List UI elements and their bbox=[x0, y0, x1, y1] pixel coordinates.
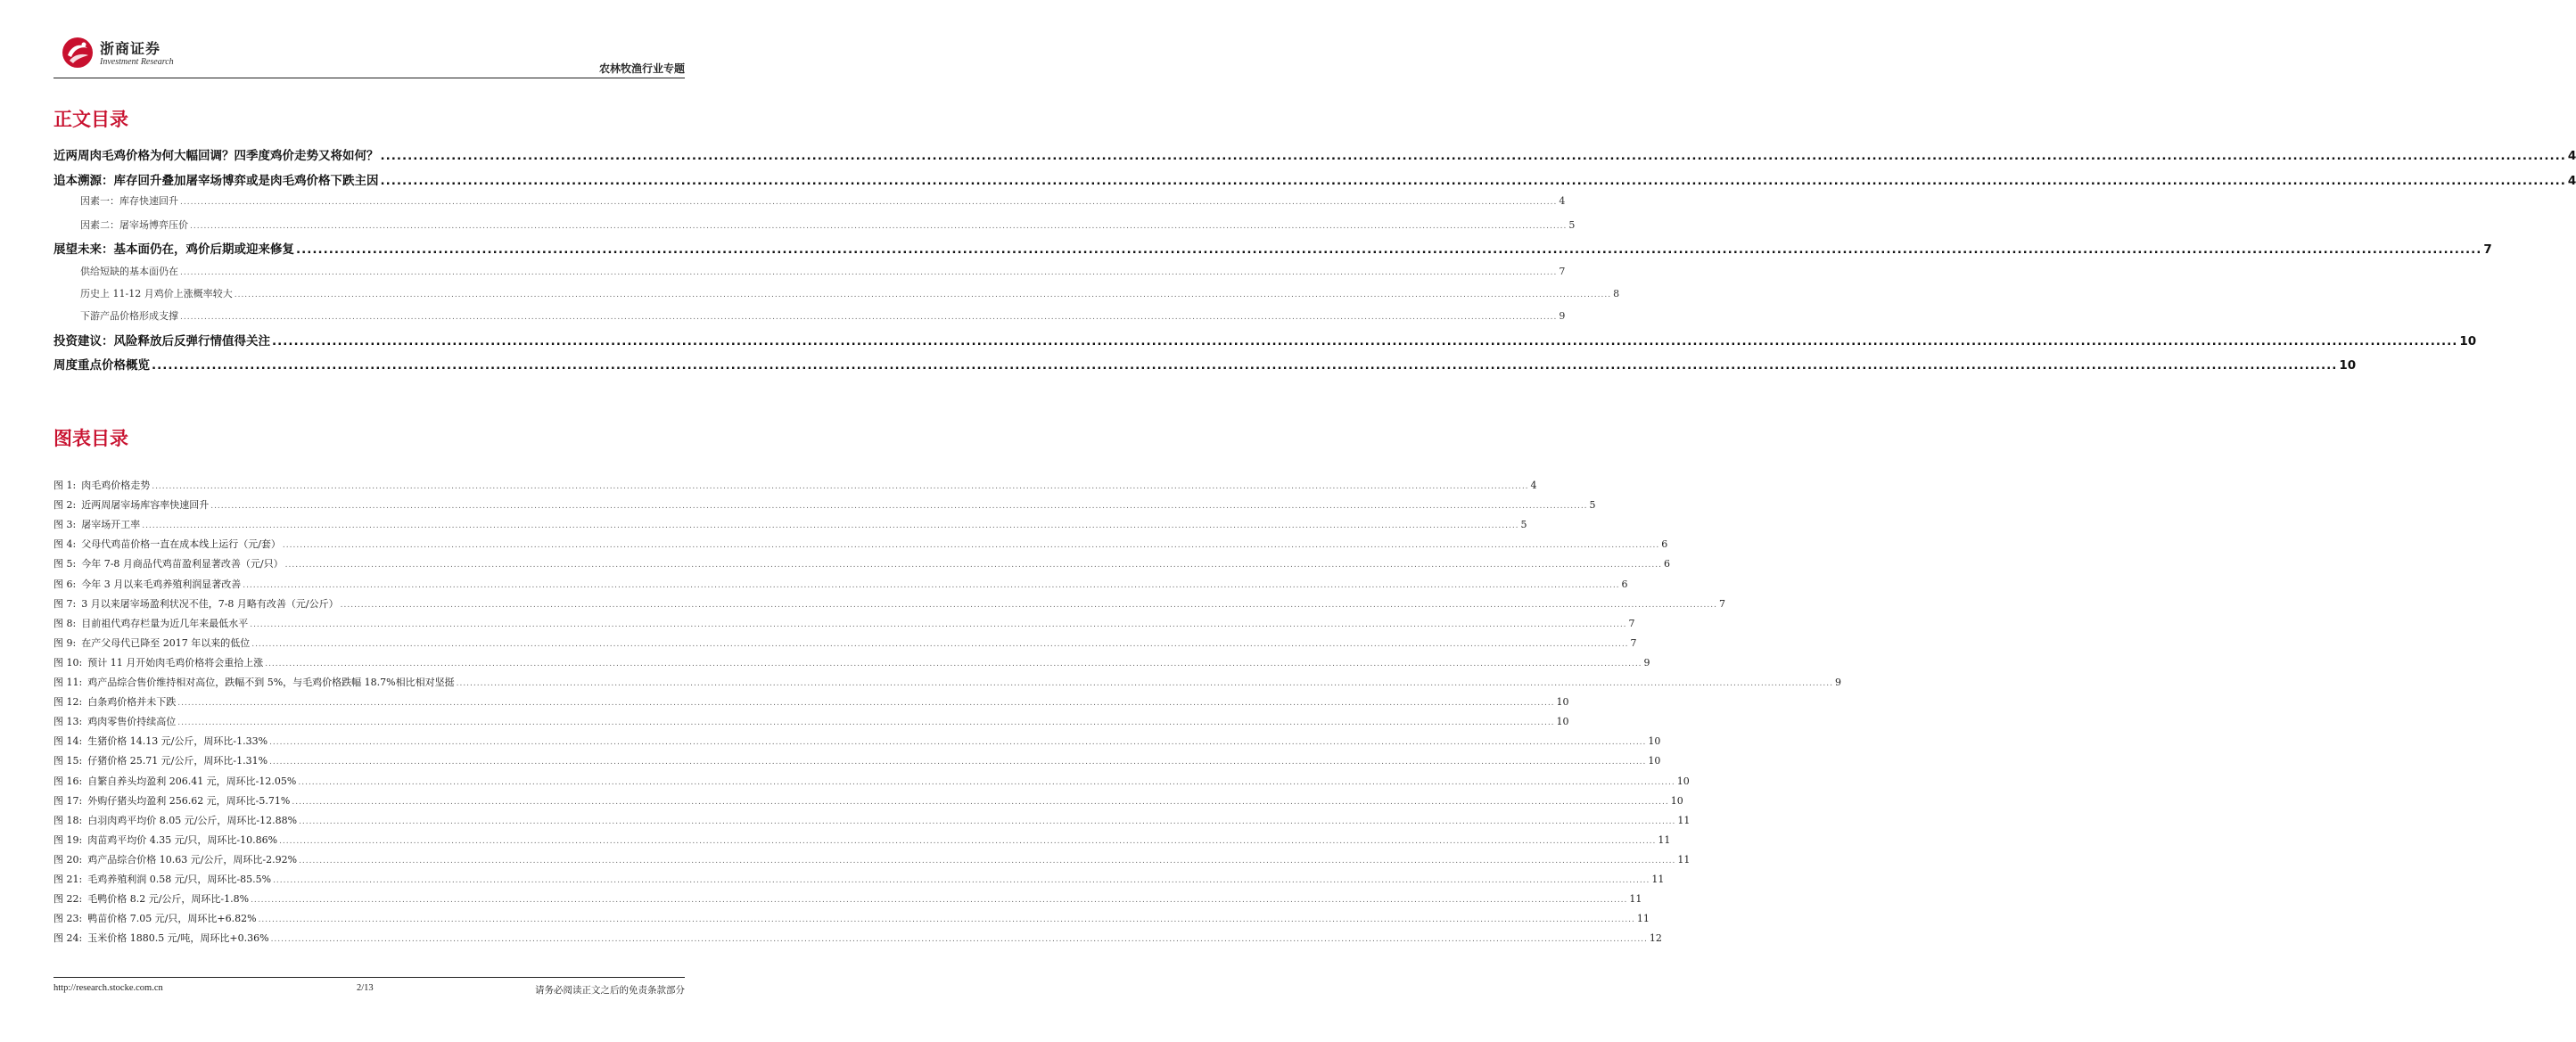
toc-entry-page: 10 bbox=[2459, 334, 2477, 349]
toc-entry-page: 8 bbox=[1613, 288, 1620, 299]
figure-page: 6 bbox=[1621, 578, 1628, 590]
figure-caption: 白羽肉鸡平均价 8.05 元/公斤，周环比-12.88% bbox=[87, 815, 298, 826]
figure-label: 图 21: bbox=[53, 874, 83, 885]
figure-caption: 仔猪价格 25.71 元/公斤，周环比-1.31% bbox=[87, 755, 268, 767]
figure-entry[interactable] bbox=[53, 793, 1683, 809]
toc-entry-text: 因素二：屠宰场博弈压价 bbox=[80, 219, 188, 231]
figure-leader-dots: ................................................................................................................................................................................................................................................................................................................................................................................................................ bbox=[299, 857, 1676, 866]
figure-label: 图 9: bbox=[53, 637, 77, 649]
figure-caption: 目前祖代鸡存栏量为近几年来最低水平 bbox=[81, 618, 249, 629]
figure-page: 10 bbox=[1676, 775, 1690, 787]
figure-page: 11 bbox=[1651, 874, 1665, 885]
figure-leader-dots: ................................................................................................................................................................................................................................................................................................................................................................................................................ bbox=[298, 778, 1675, 787]
toc-leader-dots: ................................................................................................................................................................................................................................................................................................................................................................................................................ bbox=[380, 149, 2566, 163]
figure-leader-dots: ................................................................................................................................................................................................................................................................................................................................................................................................................ bbox=[269, 758, 1647, 767]
report-type: 农林牧渔行业专题 bbox=[598, 62, 685, 75]
figure-leader-dots: ................................................................................................................................................................................................................................................................................................................................................................................................................ bbox=[251, 640, 1629, 649]
brand-logo bbox=[61, 34, 174, 73]
figure-leader-dots: ................................................................................................................................................................................................................................................................................................................................................................................................................ bbox=[270, 935, 1648, 944]
figure-label: 图 12: bbox=[53, 696, 83, 708]
figure-page: 10 bbox=[1648, 735, 1661, 747]
figure-entry[interactable] bbox=[53, 931, 1662, 947]
figure-leader-dots: ................................................................................................................................................................................................................................................................................................................................................................................................................ bbox=[340, 601, 1717, 610]
toc-entry-page: 5 bbox=[1568, 219, 1576, 231]
toc-entry-text: 投资建议：风险释放后反弹行情值得关注 bbox=[53, 334, 270, 349]
figure-caption: 鸡产品综合售价维持相对高位，跌幅不到 5%，与毛鸡价格跌幅 18.7%相比相对坚挺 bbox=[87, 677, 455, 688]
figure-page: 12 bbox=[1649, 932, 1662, 944]
figure-entry[interactable] bbox=[53, 517, 1527, 533]
toc-entry-page: 7 bbox=[1559, 266, 1566, 277]
figure-entry[interactable] bbox=[53, 694, 1569, 710]
toc-section-entry[interactable] bbox=[80, 308, 1566, 324]
toc-section-entry[interactable] bbox=[80, 193, 1566, 209]
figure-caption: 鸡肉零售价持续高位 bbox=[87, 716, 177, 727]
toc-entry-page: 10 bbox=[2339, 358, 2357, 373]
figure-leader-dots: ................................................................................................................................................................................................................................................................................................................................................................................................................ bbox=[273, 876, 1650, 885]
figure-caption: 白条鸡价格并未下跌 bbox=[87, 696, 177, 708]
figure-page: 7 bbox=[1630, 637, 1637, 649]
page-header bbox=[53, 34, 685, 80]
toc-leader-dots: ................................................................................................................................................................................................................................................................................................................................................................................................................ bbox=[296, 242, 2482, 257]
figure-leader-dots: ................................................................................................................................................................................................................................................................................................................................................................................................................ bbox=[279, 837, 1657, 846]
figure-caption: 外购仔猪头均盈利 256.62 元，周环比-5.71% bbox=[87, 795, 291, 807]
toc-entry-text: 近两周肉毛鸡价格为何大幅回调？四季度鸡价走势又将如何？ bbox=[53, 149, 379, 163]
figure-label: 图 14: bbox=[53, 735, 83, 747]
figure-caption: 生猪价格 14.13 元/公斤，周环比-1.33% bbox=[87, 735, 268, 747]
figure-page: 6 bbox=[1663, 558, 1670, 570]
figure-leader-dots: ................................................................................................................................................................................................................................................................................................................................................................................................................ bbox=[210, 502, 1588, 511]
figure-page: 11 bbox=[1658, 834, 1671, 846]
figure-leader-dots: ................................................................................................................................................................................................................................................................................................................................................................................................................ bbox=[177, 699, 1555, 708]
figure-caption: 自繁自养头均盈利 206.41 元，周环比-12.05% bbox=[87, 775, 297, 787]
figure-label: 图 7: bbox=[53, 598, 77, 610]
brand-logo-icon bbox=[61, 36, 95, 70]
figure-page: 10 bbox=[1556, 716, 1569, 727]
figure-label: 图 1: bbox=[53, 480, 77, 491]
toc-section-entry[interactable] bbox=[80, 264, 1566, 280]
figure-leader-dots: ................................................................................................................................................................................................................................................................................................................................................................................................................ bbox=[456, 679, 1833, 688]
figure-caption: 鸭苗价格 7.05 元/只，周环比+6.82% bbox=[87, 913, 257, 924]
figure-leader-dots: ................................................................................................................................................................................................................................................................................................................................................................................................................ bbox=[152, 482, 1529, 491]
toc-leader-dots: ................................................................................................................................................................................................................................................................................................................................................................................................................ bbox=[272, 334, 2458, 349]
toc-entry-text: 历史上 11-12 月鸡价上涨概率较大 bbox=[80, 288, 233, 299]
figure-entry[interactable] bbox=[53, 537, 1668, 553]
figure-leader-dots: ................................................................................................................................................................................................................................................................................................................................................................................................................ bbox=[142, 521, 1519, 530]
figure-caption: 近两周屠宰场库容率快速回升 bbox=[81, 499, 210, 511]
figure-leader-dots: ................................................................................................................................................................................................................................................................................................................................................................................................................ bbox=[299, 817, 1676, 826]
figure-entry[interactable] bbox=[53, 753, 1661, 769]
figure-leader-dots: ................................................................................................................................................................................................................................................................................................................................................................................................................ bbox=[177, 718, 1555, 727]
figure-page: 6 bbox=[1661, 538, 1668, 550]
figure-entry[interactable] bbox=[53, 872, 1665, 888]
figure-leader-dots: ................................................................................................................................................................................................................................................................................................................................................................................................................ bbox=[243, 581, 1620, 590]
figure-page: 4 bbox=[1530, 480, 1537, 491]
toc-leader-dots: ................................................................................................................................................................................................................................................................................................................................................................................................................ bbox=[180, 268, 1558, 277]
figure-entry[interactable] bbox=[53, 616, 1635, 632]
figure-page: 5 bbox=[1520, 519, 1527, 530]
figure-label: 图 15: bbox=[53, 755, 83, 767]
figure-entry[interactable] bbox=[53, 577, 1628, 593]
figure-caption: 父母代鸡苗价格一直在成本线上运行（元/套） bbox=[81, 538, 281, 550]
figure-page: 11 bbox=[1677, 854, 1691, 866]
figure-page: 7 bbox=[1628, 618, 1635, 629]
figure-label: 图 24: bbox=[53, 932, 83, 944]
toc-leader-dots: ................................................................................................................................................................................................................................................................................................................................................................................................................ bbox=[180, 198, 1558, 207]
toc-entry-text: 追本溯源：库存回升叠加屠宰场博弈或是肉毛鸡价格下跌主因 bbox=[53, 174, 379, 188]
figure-label: 图 20: bbox=[53, 854, 83, 866]
figure-caption: 屠宰场开工率 bbox=[81, 519, 141, 530]
figure-caption: 鸡产品综合价格 10.63 元/公斤，周环比-2.92% bbox=[87, 854, 298, 866]
toc-entry-page: 7 bbox=[2483, 242, 2492, 257]
toc-chapter-entry[interactable] bbox=[53, 355, 2357, 373]
toc-entry-page: 4 bbox=[1559, 195, 1566, 207]
figure-page: 7 bbox=[1718, 598, 1725, 610]
figure-entry[interactable] bbox=[53, 556, 1670, 572]
toc-chapter-entry[interactable] bbox=[53, 145, 2576, 163]
figure-entry[interactable] bbox=[53, 497, 1596, 513]
figure-entry[interactable] bbox=[53, 714, 1569, 730]
figure-label: 图 11: bbox=[53, 677, 83, 688]
brand-name-cn: 浙商证券 bbox=[100, 40, 161, 57]
toc-section-entry[interactable] bbox=[80, 286, 1620, 302]
toc-leader-dots: ................................................................................................................................................................................................................................................................................................................................................................................................................ bbox=[152, 358, 2338, 373]
figure-entry[interactable] bbox=[53, 891, 1642, 907]
figure-page: 11 bbox=[1629, 893, 1642, 905]
figure-leader-dots: ................................................................................................................................................................................................................................................................................................................................................................................................................ bbox=[282, 541, 1660, 550]
toc-leader-dots: ................................................................................................................................................................................................................................................................................................................................................................................................................ bbox=[380, 174, 2566, 188]
figure-entry[interactable] bbox=[53, 636, 1637, 652]
page-number: 2/13 bbox=[357, 983, 374, 993]
toc-entry-page: 9 bbox=[1559, 310, 1566, 322]
figure-label: 图 22: bbox=[53, 893, 83, 905]
figure-caption: 肉毛鸡价格走势 bbox=[81, 480, 151, 491]
figure-caption: 毛鸭价格 8.2 元/公斤，周环比-1.8% bbox=[87, 893, 250, 905]
toc-entry-text: 下游产品价格形成支撑 bbox=[80, 310, 178, 322]
figure-page: 10 bbox=[1670, 795, 1683, 807]
figure-label: 图 6: bbox=[53, 578, 77, 590]
footer-disclaimer: 请务必阅读正文之后的免责条款部分 bbox=[535, 985, 685, 996]
footer-url[interactable]: http://research.stocke.com.cn bbox=[53, 983, 163, 993]
figure-caption: 玉米价格 1880.5 元/吨，周环比+0.36% bbox=[87, 932, 269, 944]
toc-entry-text: 周度重点价格概览 bbox=[53, 358, 150, 373]
figure-label: 图 2: bbox=[53, 499, 77, 511]
figure-label: 图 23: bbox=[53, 913, 83, 924]
figure-leader-dots: ................................................................................................................................................................................................................................................................................................................................................................................................................ bbox=[258, 915, 1635, 924]
figure-label: 图 19: bbox=[53, 834, 83, 846]
figure-label: 图 5: bbox=[53, 558, 77, 570]
brand-name-en: Investment Research bbox=[100, 57, 174, 67]
toc-chapter-entry[interactable] bbox=[53, 239, 2492, 257]
figure-page: 11 bbox=[1636, 913, 1650, 924]
figure-entry[interactable] bbox=[53, 774, 1690, 790]
figure-entry[interactable] bbox=[53, 833, 1671, 849]
figure-leader-dots: ................................................................................................................................................................................................................................................................................................................................................................................................................ bbox=[251, 896, 1628, 905]
figure-caption: 在产父母代已降至 2017 年以来的低位 bbox=[81, 637, 251, 649]
figure-entry[interactable] bbox=[53, 734, 1661, 750]
toc-leader-dots: ................................................................................................................................................................................................................................................................................................................................................................................................................ bbox=[234, 291, 1612, 299]
figure-label: 图 17: bbox=[53, 795, 83, 807]
toc-entry-text: 因素一：库存快速回升 bbox=[80, 195, 178, 207]
toc-entry-text: 供给短缺的基本面仍在 bbox=[80, 266, 178, 277]
figure-label: 图 3: bbox=[53, 519, 77, 530]
figure-leader-dots: ................................................................................................................................................................................................................................................................................................................................................................................................................ bbox=[265, 660, 1642, 669]
toc-chapter-entry[interactable] bbox=[53, 331, 2477, 349]
toc-entry-text: 展望未来：基本面仍在，鸡价后期或迎来修复 bbox=[53, 242, 294, 257]
toc-leader-dots: ................................................................................................................................................................................................................................................................................................................................................................................................................ bbox=[180, 313, 1558, 322]
figure-page: 11 bbox=[1677, 815, 1691, 826]
toc-section-entry[interactable] bbox=[80, 217, 1576, 234]
figure-caption: 肉苗鸡平均价 4.35 元/只，周环比-10.86% bbox=[87, 834, 278, 846]
figure-caption: 毛鸡养殖利润 0.58 元/只，周环比-85.5% bbox=[87, 874, 272, 885]
footer-divider bbox=[53, 977, 685, 978]
figure-entry[interactable] bbox=[53, 911, 1650, 927]
figure-entry[interactable] bbox=[53, 813, 1691, 829]
toc-chapter-entry[interactable] bbox=[53, 170, 2576, 188]
figure-page: 9 bbox=[1643, 657, 1650, 669]
contents-title: 正文目录 bbox=[53, 109, 128, 130]
toc-entry-page: 4 bbox=[2567, 149, 2576, 163]
figure-entry[interactable] bbox=[53, 478, 1537, 494]
figures-title: 图表目录 bbox=[53, 428, 128, 449]
figure-leader-dots: ................................................................................................................................................................................................................................................................................................................................................................................................................ bbox=[269, 738, 1647, 747]
toc-leader-dots: ................................................................................................................................................................................................................................................................................................................................................................................................................ bbox=[190, 222, 1568, 231]
figure-entry[interactable] bbox=[53, 596, 1725, 612]
figure-label: 图 13: bbox=[53, 716, 83, 727]
figure-label: 图 4: bbox=[53, 538, 77, 550]
toc-entry-page: 4 bbox=[2567, 174, 2576, 188]
figure-page: 9 bbox=[1834, 677, 1841, 688]
figure-leader-dots: ................................................................................................................................................................................................................................................................................................................................................................................................................ bbox=[292, 798, 1669, 807]
figure-entry[interactable] bbox=[53, 675, 1841, 691]
figure-caption: 3 月以来屠宰场盈利状况不佳，7-8 月略有改善（元/公斤） bbox=[81, 598, 339, 610]
figure-label: 图 16: bbox=[53, 775, 83, 787]
figure-leader-dots: ................................................................................................................................................................................................................................................................................................................................................................................................................ bbox=[284, 561, 1662, 570]
figure-page: 10 bbox=[1556, 696, 1569, 708]
figure-label: 图 8: bbox=[53, 618, 77, 629]
figure-caption: 今年 7-8 月商品代鸡苗盈利显著改善（元/只） bbox=[81, 558, 284, 570]
figure-leader-dots: ................................................................................................................................................................................................................................................................................................................................................................................................................ bbox=[250, 620, 1627, 629]
figure-entry[interactable] bbox=[53, 852, 1691, 868]
figure-page: 10 bbox=[1648, 755, 1661, 767]
figure-label: 图 18: bbox=[53, 815, 83, 826]
figure-caption: 今年 3 月以来毛鸡养殖利润显著改善 bbox=[81, 578, 242, 590]
figure-entry[interactable] bbox=[53, 655, 1650, 671]
figure-caption: 预计 11 月开始肉毛鸡价格将会重拾上涨 bbox=[87, 657, 264, 669]
figure-page: 5 bbox=[1589, 499, 1596, 511]
figure-label: 图 10: bbox=[53, 657, 83, 669]
